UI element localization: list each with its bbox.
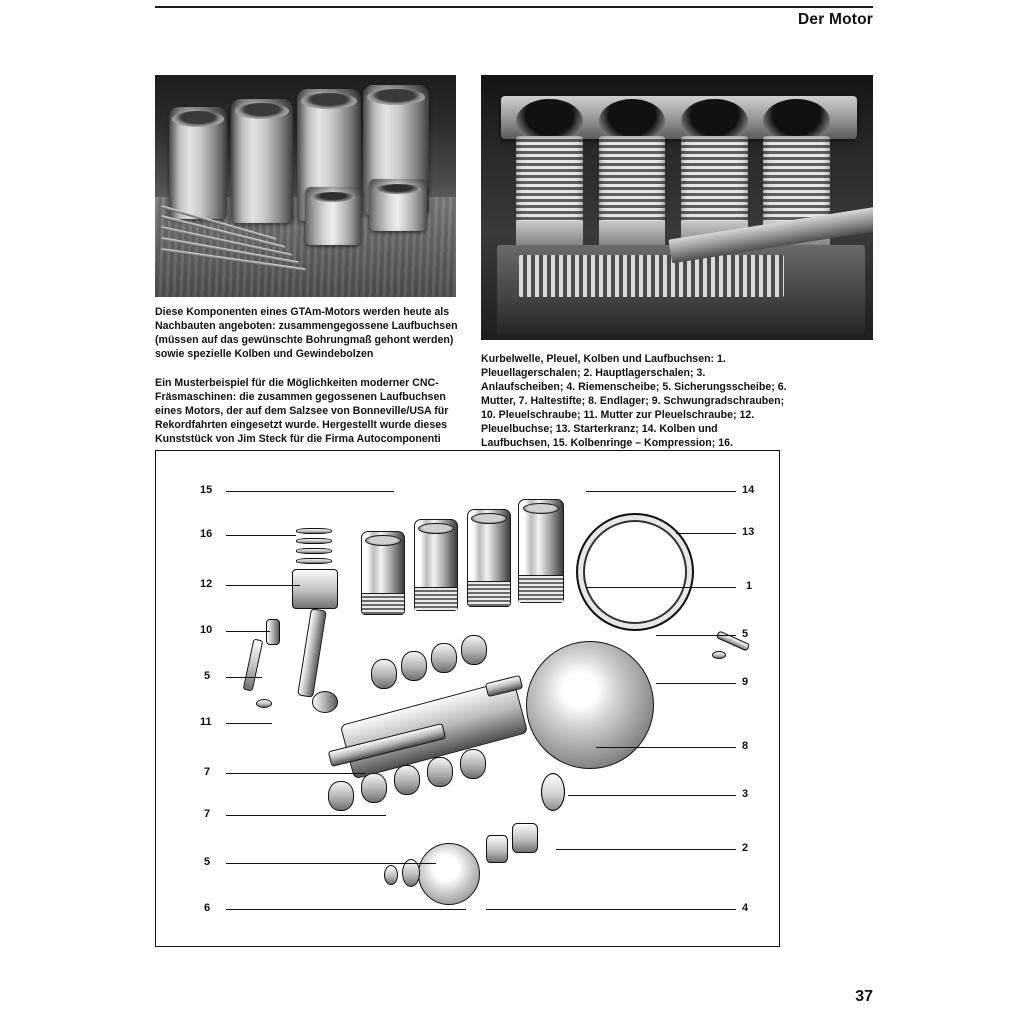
liner-with-piston [518, 499, 564, 603]
finned-liner [516, 136, 583, 258]
leader-line [226, 535, 296, 536]
callout-7b: 7 [204, 808, 211, 820]
piston [292, 569, 338, 609]
callout-10: 10 [200, 624, 213, 636]
compression-ring [296, 538, 332, 544]
dowel-pin [486, 835, 508, 863]
leader-line [586, 491, 736, 492]
dowel-pin [512, 823, 538, 853]
piston [305, 187, 361, 245]
figure-artwork [156, 451, 779, 946]
main-bearing-shell [427, 757, 453, 787]
cylinder-liner [231, 99, 293, 223]
callout-13: 13 [742, 526, 755, 538]
main-bearing-shell [394, 765, 420, 795]
callout-2: 2 [742, 842, 749, 854]
oil-scraper-ring [296, 558, 332, 564]
thrust-washer [541, 773, 565, 811]
leader-line [226, 863, 436, 864]
flywheel [526, 641, 654, 769]
leader-line [226, 585, 300, 586]
main-bearing-shell [460, 749, 486, 779]
page-header [155, 6, 873, 34]
bearing-shell [461, 635, 487, 665]
rod-big-end [312, 691, 338, 713]
finned-liner [599, 136, 666, 258]
oil-scraper-ring [296, 548, 332, 554]
callout-7a: 7 [204, 766, 211, 778]
leader-line [568, 795, 736, 796]
nut [384, 865, 398, 885]
leader-line [596, 747, 736, 748]
callout-15a: 15 [200, 484, 213, 496]
piston [369, 179, 427, 231]
main-bearing-shell [361, 773, 387, 803]
rod-nut [256, 699, 272, 708]
header-rule [155, 6, 873, 8]
liner-with-piston [414, 519, 458, 611]
bearing-shell [401, 651, 427, 681]
liner-with-piston [361, 531, 405, 615]
callout-5c: 5 [742, 628, 749, 640]
leader-line [226, 773, 366, 774]
connecting-rod [297, 608, 327, 697]
leader-line [226, 723, 272, 724]
callout-9: 9 [742, 676, 749, 688]
photo-engine-liners-pistons [155, 75, 456, 297]
page-title: Der Motor [798, 11, 873, 28]
starter-ring-gear [576, 513, 694, 631]
rod-bolt [243, 639, 264, 692]
callout-8: 8 [742, 740, 749, 752]
callout-1: 1 [746, 580, 753, 592]
caption-left-body: Ein Musterbeispiel für die Möglichkeiten moderner CNC-Fräsmaschinen: die zusammen gegossenen Laufbuchsen eines Motors, der auf dem Salzsee von Bonneville/USA für Rekordfahrten eingesetzt wurde. Hergestellt wurde dieses Kunststück von Jim Steck für die Firma Autocomponenti [155, 377, 449, 446]
leader-line [656, 635, 736, 636]
caption-left-photo: Diese Komponenten eines GTAm-Motors werden heute als Nachbauten angeboten: zusammengegossene Laufbuchsen (müssen auf das gewünschte Bohrungmaß gehont werden) sowie spezielle Kolben und Gewindebolzen [155, 306, 458, 361]
callout-4: 4 [742, 902, 749, 914]
caption-right-photo: Kurbelwelle, Pleuel, Kolben und Laufbuchsen: 1. Pleuellagerschalen; 2. Hauptlagerschalen; 3. Anlaufscheiben; 4. Riemenscheibe; 5. Sicherungsscheibe; 6. Mutter, 7. Haltestifte; 8. Endlager; 9. Schwungradschrauben; 10. Pleuelschraube; 11. Mutter zur Pleuelschraube; 12. Pleuelbuchse; 13. Starterkranz; 14. Kolben und Laufbuchsen, 15. Kolbenringe – Kompression; 16. [481, 353, 787, 450]
belt-pulley [418, 843, 480, 905]
leader-line [676, 533, 736, 534]
lock-washer [712, 651, 726, 659]
compression-ring [296, 528, 332, 534]
cylinder-liner [169, 107, 227, 219]
rod-cap [266, 619, 280, 645]
liner-with-piston [467, 509, 511, 607]
leader-line [226, 491, 394, 492]
leader-line [226, 815, 386, 816]
callout-16: 16 [200, 528, 213, 540]
callout-3: 3 [742, 788, 749, 800]
callout-5a: 5 [204, 670, 211, 682]
leader-line [486, 909, 736, 910]
callout-14: 14 [742, 484, 755, 496]
callout-5b: 5 [204, 856, 211, 868]
leader-line [226, 677, 262, 678]
leader-line [226, 909, 466, 910]
leader-line [586, 587, 736, 588]
leader-line [556, 849, 736, 850]
figure-exploded-view [155, 450, 780, 947]
main-bearing-shell [328, 781, 354, 811]
page-number: 37 [855, 988, 873, 1005]
leader-line [656, 683, 736, 684]
callout-12: 12 [200, 578, 213, 590]
bearing-shell [431, 643, 457, 673]
leader-line [226, 631, 270, 632]
bearing-shell [371, 659, 397, 689]
callout-11: 11 [200, 716, 212, 728]
callout-6: 6 [204, 902, 211, 914]
photo-engine-block-with-liners [481, 75, 873, 340]
